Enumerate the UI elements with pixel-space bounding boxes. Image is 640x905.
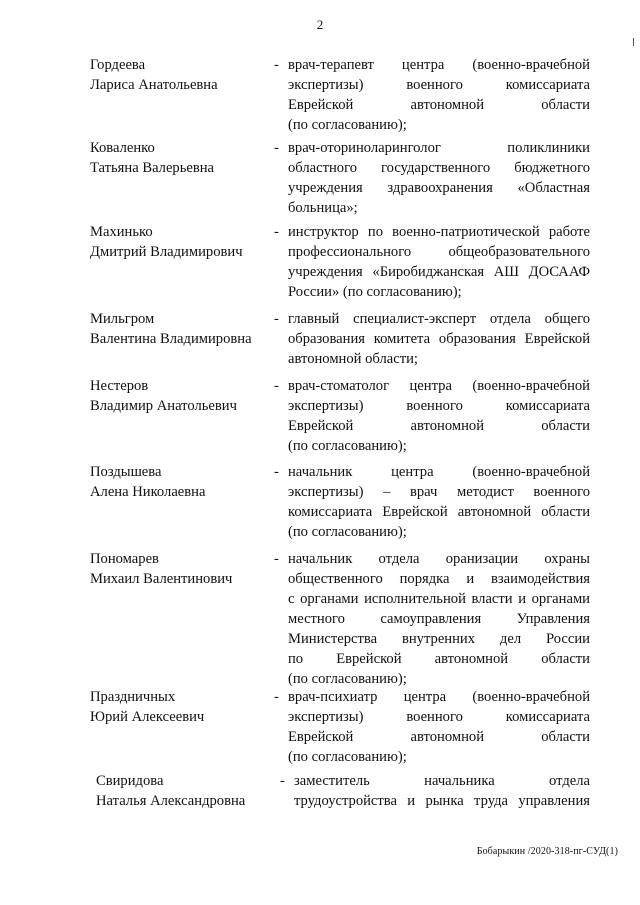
member-name (90, 138, 270, 178)
position-line: Еврейской автономной области (288, 418, 590, 434)
member-given-names: Наталья Александровна (96, 793, 246, 809)
member-given-names: Татьяна Валерьевна (90, 160, 215, 176)
entry-dash: - (274, 57, 279, 73)
member-position (294, 771, 590, 811)
entry-dash: - (274, 311, 279, 327)
position-line: экспертизы) военного комиссариата (288, 398, 590, 414)
position-line: врач-стоматолог центра (военно-врачебной (288, 378, 590, 394)
position-line: врач-психиатр центра (военно-врачебной (288, 689, 590, 705)
position-line: Еврейской автономной области (288, 729, 590, 745)
position-line: больница»; (288, 200, 358, 216)
member-surname: Гордеева (90, 57, 146, 73)
member-name (90, 462, 270, 502)
position-line: заместитель начальника отдела (294, 773, 590, 789)
position-line: экспертизы) – врач методист военного (288, 484, 590, 500)
member-position (288, 309, 590, 369)
entry-dash: - (274, 551, 279, 567)
member-position (288, 55, 590, 135)
member-name (90, 376, 270, 416)
member-name (90, 55, 270, 95)
entry-dash: - (274, 140, 279, 156)
member-position (288, 222, 590, 302)
position-line: начальник центра (военно-врачебной (288, 464, 590, 480)
member-surname: Пономарев (90, 551, 159, 567)
position-line: Министерства внутренних дел России (288, 631, 590, 647)
position-line: областного государственного бюджетного (288, 160, 590, 176)
position-line: экспертизы) военного комиссариата (288, 709, 590, 725)
position-line: по Еврейской автономной области (288, 651, 590, 667)
position-line: общественного порядка и взаимодействия (288, 571, 590, 587)
position-line: (по согласованию); (288, 524, 407, 540)
entry-dash: - (280, 773, 285, 789)
position-line: Еврейской автономной области (288, 97, 590, 113)
member-position (288, 549, 590, 689)
member-position (288, 376, 590, 456)
document-footer-code: Бобарыкин /2020-318-пг-СУД(1) (476, 846, 618, 857)
member-surname: Свиридова (96, 773, 164, 789)
position-line: учреждения «Биробиджанская АШ ДОСААФ (288, 264, 590, 280)
position-line: врач-терапевт центра (военно-врачебной (288, 57, 590, 73)
position-line: (по согласованию); (288, 749, 407, 765)
member-name (90, 222, 270, 262)
member-surname: Махинько (90, 224, 153, 240)
member-given-names: Дмитрий Владимирович (90, 244, 243, 260)
position-line: России» (по согласованию); (288, 284, 462, 300)
position-line: экспертизы) военного комиссариата (288, 77, 590, 93)
member-given-names: Юрий Алексеевич (90, 709, 205, 725)
entry-dash: - (274, 224, 279, 240)
member-surname: Поздышева (90, 464, 162, 480)
entry-dash: - (274, 464, 279, 480)
entry-dash: - (274, 378, 279, 394)
page-number: 2 (316, 17, 324, 32)
position-line: трудоустройства и рынка труда управления (294, 793, 590, 809)
member-position (288, 138, 590, 218)
member-name (96, 771, 276, 811)
position-line: начальник отдела оранизации охраны (288, 551, 590, 567)
position-line: комиссариата Еврейской автономной области (288, 504, 590, 520)
member-name (90, 687, 270, 727)
member-given-names: Валентина Владимировна (90, 331, 252, 347)
position-line: профессионального общеобразовательного (288, 244, 590, 260)
member-surname: Нестеров (90, 378, 149, 394)
position-line: врач-оториноларинголог поликлиники (288, 140, 590, 156)
member-given-names: Лариса Анатольевна (90, 77, 218, 93)
position-line: (по согласованию); (288, 438, 407, 454)
position-line: с органами исполнительной власти и органами (288, 591, 590, 607)
member-surname: Коваленко (90, 140, 155, 156)
position-line: инструктор по военно-патриотической работе (288, 224, 590, 240)
position-line: учреждения здравоохранения «Областная (288, 180, 590, 196)
member-given-names: Михаил Валентинович (90, 571, 233, 587)
position-line: автономной области; (288, 351, 418, 367)
position-line: (по согласованию); (288, 117, 407, 133)
member-name (90, 309, 270, 349)
member-position (288, 462, 590, 542)
entry-dash: - (274, 689, 279, 705)
member-surname: Праздничных (90, 689, 176, 705)
member-surname: Мильгром (90, 311, 155, 327)
member-given-names: Владимир Анатольевич (90, 398, 237, 414)
position-line: (по согласованию); (288, 671, 407, 687)
member-name (90, 549, 270, 589)
position-line: главный специалист-эксперт отдела общего (288, 311, 590, 327)
margin-mark (633, 38, 634, 46)
position-line: образования комитета образования Еврейской (288, 331, 590, 347)
position-line: местного самоуправления Управления (288, 611, 590, 627)
member-position (288, 687, 590, 767)
member-given-names: Алена Николаевна (90, 484, 206, 500)
